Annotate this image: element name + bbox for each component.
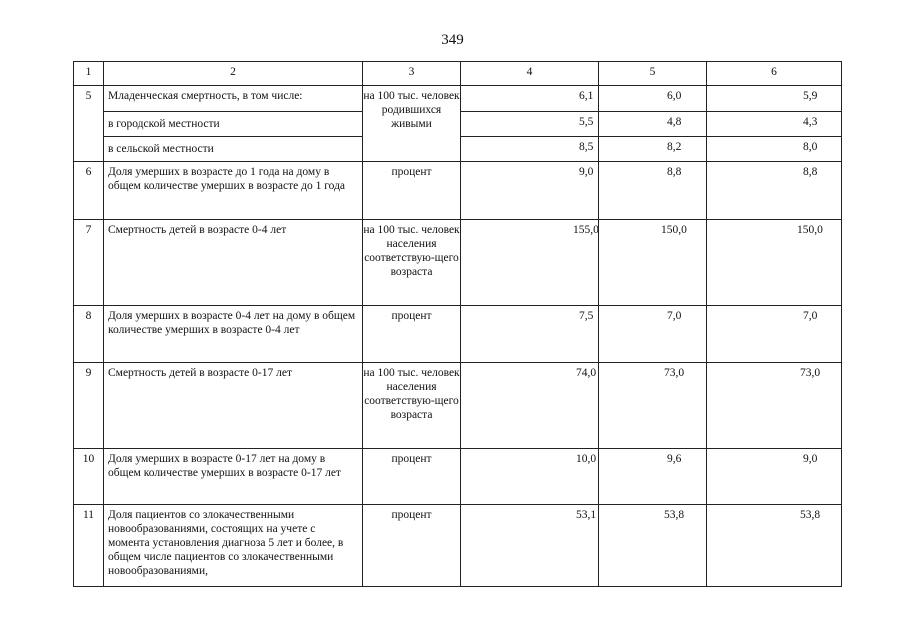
value-cell	[461, 363, 599, 449]
value: 8,8	[667, 166, 682, 178]
indicator-name: Смертность детей в возрасте 0-4 лет	[104, 220, 363, 306]
header-cell: 6	[707, 62, 842, 86]
value-cell	[707, 112, 842, 137]
value: 9,0	[579, 166, 594, 178]
table-row	[74, 306, 842, 363]
header-cell: 3	[363, 62, 461, 86]
row-number: 11	[74, 505, 104, 587]
value: 7,5	[579, 310, 594, 322]
value-cell	[707, 220, 842, 306]
value-cell	[461, 112, 599, 137]
value: 150,0	[797, 224, 823, 236]
indicator-name: Доля пациентов со злокачественными новообразованиями, состоящих на учете с момента установления диагноза 5 лет и более, в общем числе пациентов со злокачественными новообразованиями,	[104, 505, 363, 587]
value: 53,1	[576, 509, 597, 521]
row-number: 7	[74, 220, 104, 306]
value-cell	[707, 363, 842, 449]
value-cell	[461, 505, 599, 587]
value-cell	[599, 306, 707, 363]
table-row	[74, 86, 842, 112]
table-row	[74, 162, 842, 220]
value: 4,8	[667, 116, 682, 128]
value: 5,5	[579, 116, 594, 128]
row-number: 6	[74, 162, 104, 220]
value: 5,9	[803, 90, 818, 102]
value-cell	[707, 137, 842, 162]
value-cell	[707, 449, 842, 505]
table-row	[74, 505, 842, 587]
unit-cell: процент	[363, 449, 461, 505]
unit-cell: на 100 тыс. человек населения соответствую-щего возраста	[363, 363, 461, 449]
value: 53,8	[664, 509, 685, 521]
table-row	[74, 363, 842, 449]
value-cell	[707, 306, 842, 363]
value-cell	[461, 137, 599, 162]
indicator-name: Доля умерших в возрасте до 1 года на дому в общем количестве умерших в возрасте до 1 года	[104, 162, 363, 220]
header-cell: 1	[74, 62, 104, 86]
value: 10,0	[576, 453, 597, 465]
value: 155,0	[573, 224, 599, 236]
value-cell	[707, 505, 842, 587]
row-number: 10	[74, 449, 104, 505]
header-cell: 2	[104, 62, 363, 86]
page-number: 349	[441, 32, 464, 48]
value-cell	[461, 449, 599, 505]
header-cell: 5	[599, 62, 707, 86]
value: 6,0	[667, 90, 682, 102]
value-cell	[461, 86, 599, 112]
indicators-table	[73, 61, 842, 587]
table-header-row	[74, 62, 842, 86]
value: 8,0	[803, 141, 818, 153]
value: 7,0	[667, 310, 682, 322]
value-cell	[599, 220, 707, 306]
value-cell	[599, 86, 707, 112]
indicator-name: Доля умерших в возрасте 0-4 лет на дому в общем количестве умерших в возрасте 0-4 лет	[104, 306, 363, 363]
value-cell	[461, 220, 599, 306]
value: 4,3	[803, 116, 818, 128]
indicator-name: в городской местности	[104, 112, 363, 137]
value: 53,8	[800, 509, 821, 521]
value: 9,0	[803, 453, 818, 465]
value-cell	[599, 505, 707, 587]
value: 8,2	[667, 141, 682, 153]
value-cell	[599, 162, 707, 220]
unit-cell: на 100 тыс. человек родившихся живыми	[363, 86, 461, 162]
value: 73,0	[800, 367, 821, 379]
value-cell	[707, 86, 842, 112]
table-row	[74, 449, 842, 505]
value-cell	[599, 112, 707, 137]
indicator-name: в сельской местности	[104, 137, 363, 162]
indicator-name: Смертность детей в возрасте 0-17 лет	[104, 363, 363, 449]
row-number: 8	[74, 306, 104, 363]
value-cell	[599, 449, 707, 505]
header-cell: 4	[461, 62, 599, 86]
value-cell	[461, 306, 599, 363]
unit-cell: процент	[363, 162, 461, 220]
row-number: 5	[74, 86, 104, 162]
unit-cell: процент	[363, 306, 461, 363]
unit-cell: на 100 тыс. человек населения соответствую-щего возраста	[363, 220, 461, 306]
value-cell	[599, 363, 707, 449]
value-cell	[707, 162, 842, 220]
indicator-name: Доля умерших в возрасте 0-17 лет на дому в общем количестве умерших в возрасте 0-17 лет	[104, 449, 363, 505]
value-cell	[599, 137, 707, 162]
table-row	[74, 220, 842, 306]
value: 8,8	[803, 166, 818, 178]
value: 150,0	[661, 224, 687, 236]
value: 73,0	[664, 367, 685, 379]
value: 9,6	[667, 453, 682, 465]
value: 74,0	[576, 367, 597, 379]
value: 6,1	[579, 90, 594, 102]
indicator-name: Младенческая смертность, в том числе:	[104, 86, 363, 112]
value: 8,5	[579, 141, 594, 153]
value: 7,0	[803, 310, 818, 322]
row-number: 9	[74, 363, 104, 449]
value-cell	[461, 162, 599, 220]
unit-cell: процент	[363, 505, 461, 587]
